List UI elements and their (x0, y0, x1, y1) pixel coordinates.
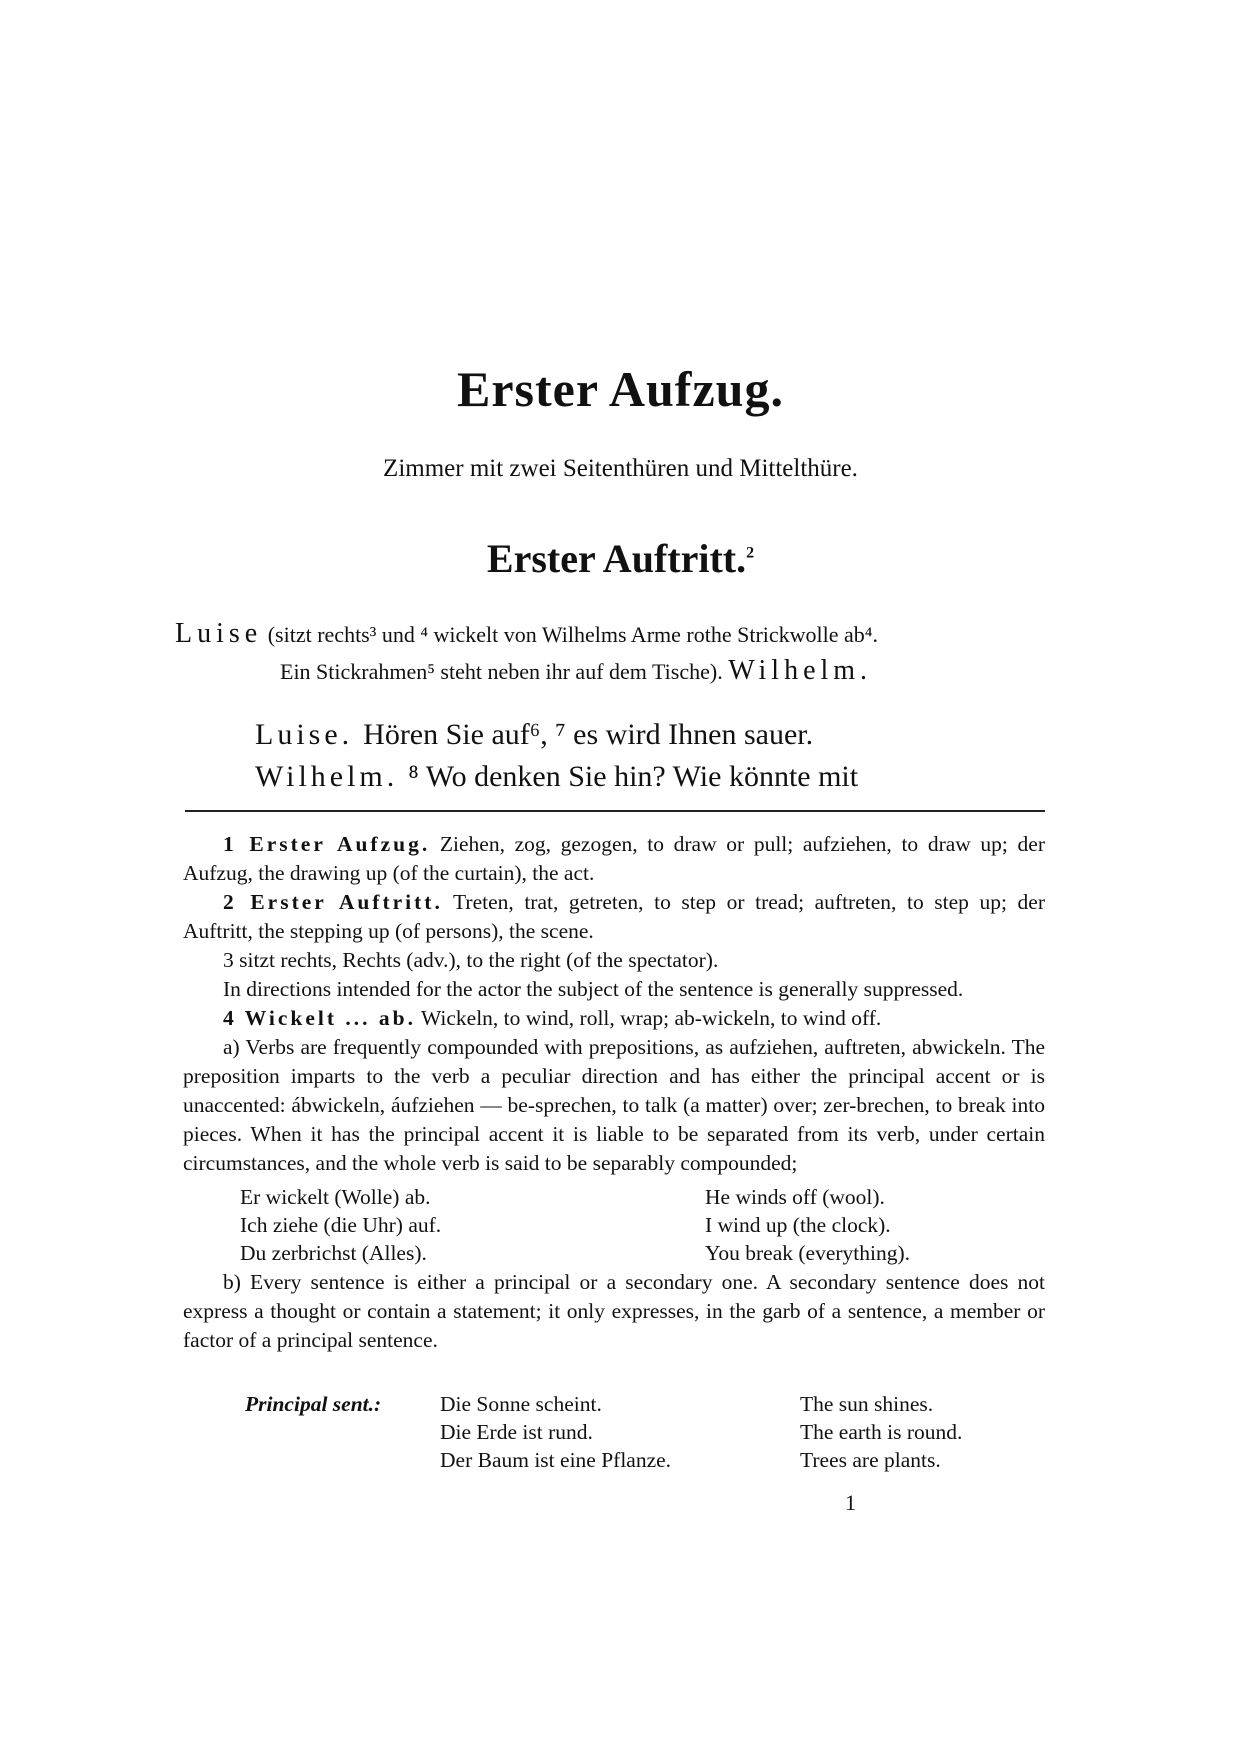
principal-example-de: Die Sonne scheint. (440, 1392, 602, 1416)
principal-example-en: The sun shines. (800, 1392, 934, 1416)
dialogue-text: ⁸ Wo denken Sie hin? Wie könnte mit (408, 760, 859, 793)
footnote-b: b) Every sentence is either a principal or a secondary one. A secondary sentence does not express a thought or contain a statement; it only expresses, in the garb of a sentence, a member or factor of a principal sentence. (183, 1270, 1045, 1352)
act-title: Erster Aufzug. (457, 361, 784, 417)
example-en: He winds off (wool). (705, 1185, 885, 1209)
scene-title (0, 535, 1241, 582)
principal-example-en: The earth is round. (800, 1420, 963, 1444)
footnote-divider (185, 810, 1045, 812)
footnote-2-head: 2 Erster Auftritt. (223, 890, 443, 914)
example-de: Du zerbrichst (Alles). (240, 1241, 427, 1265)
speaker-luise: Luise (175, 618, 263, 649)
example-de: Er wickelt (Wolle) ab. (240, 1185, 431, 1209)
dialogue-line (255, 760, 858, 794)
footnote-4-head: 4 Wickelt ... ab. (223, 1006, 416, 1030)
footnote-1-head: 1 Erster Aufzug. (223, 832, 431, 856)
footnote-b-block (183, 1268, 1045, 1355)
scene-footnote-ref: 2 (746, 544, 755, 562)
speaker-wilhelm: Wilhelm. (728, 655, 873, 686)
example-en: You break (everything). (705, 1241, 911, 1265)
footnote-3: 3 sitzt rechts, Rechts (adv.), to the right (of the spectator). (223, 948, 719, 972)
stage-direction-text-1: (sitzt rechts³ und ⁴ wickelt von Wilhelms Arme rothe Strickwolle ab⁴. (267, 622, 878, 647)
footnote-2-text: Treten, trat, getreten, to step or tread; auftreten, to step up; der Auftritt, the stepping up (of persons), the scene. (183, 890, 1045, 943)
footnote-4-text: Wickeln, to wind, roll, wrap; ab-wickeln, to wind off. (420, 1006, 882, 1030)
principal-sentence-label: Principal sent.: (245, 1392, 382, 1416)
page-number: 1 (845, 1490, 856, 1515)
footnote-1 (183, 830, 1045, 888)
footnote-2 (183, 888, 1045, 946)
footnote-4 (183, 1004, 1045, 1033)
dialogue-text: Hören Sie auf⁶, ⁷ es wird Ihnen sauer. (363, 718, 814, 751)
example-en: I wind up (the clock). (705, 1213, 891, 1237)
dialogue-speaker: Luise. (255, 718, 354, 751)
stage-direction-line-2 (280, 655, 872, 687)
stage-direction-line-1 (175, 618, 878, 650)
principal-example-de: Die Erde ist rund. (440, 1420, 593, 1444)
principal-example-en: Trees are plants. (800, 1448, 941, 1472)
footnote-a: a) Verbs are frequently compounded with prepositions, as aufziehen, auftreten, abwickeln. The preposition imparts to the verb a peculiar direction and has either the principal accent or is unaccented: ábwickeln, áufziehen — be-sprechen, to talk (a matter) over; zer-brechen, to break into pieces. When it has the principal accent it is liable to be separated from its verb, under certain circumstances, and the whole verb is said to be separably compounded; (183, 1035, 1045, 1175)
example-de: Ich ziehe (die Uhr) auf. (240, 1213, 442, 1237)
footnote-3-remark: In directions intended for the actor the subject of the sentence is generally suppressed. (223, 977, 964, 1001)
scene-setting: Zimmer mit zwei Seitenthüren und Mittelthüre. (383, 455, 858, 482)
footnotes (183, 830, 1045, 1178)
dialogue-line (255, 718, 813, 752)
footnote-1-text: Ziehen, zog, gezogen, to draw or pull; aufziehen, to draw up; der Aufzug, the drawing up (of the curtain), the act. (183, 832, 1045, 885)
stage-direction-text-2: Ein Stickrahmen⁵ steht neben ihr auf dem Tische). (280, 659, 723, 684)
scene-title-text: Erster Auftritt. (486, 536, 747, 581)
dialogue-speaker: Wilhelm. (255, 760, 399, 793)
principal-example-de: Der Baum ist eine Pflanze. (440, 1448, 672, 1472)
